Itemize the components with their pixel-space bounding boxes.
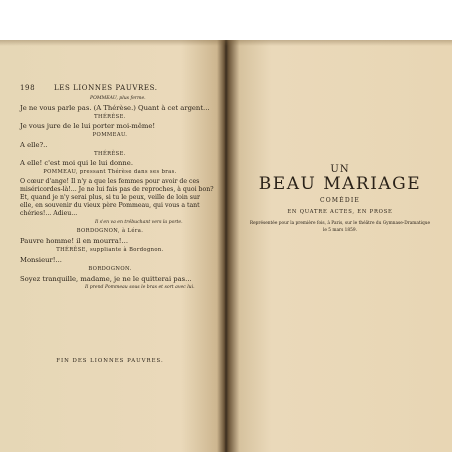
dialogue-line: Soyez tranquille, madame, je ne le quitterai pas... [20, 275, 192, 283]
dialogue-line: Je ne vous parle pas. (A Thérèse.) Quant à cet argent... [20, 104, 210, 112]
dialogue-line: chéries!... Adieu... [20, 210, 78, 217]
dialogue-line: Pauvre homme! il en mourra!... [20, 237, 128, 245]
speaker-name: THÉRÈSE. [94, 114, 126, 120]
page-number: 198 [20, 84, 36, 92]
speaker-name: BORDOGNON. [88, 266, 132, 272]
premiere-date: le 5 mars 1859. [323, 228, 357, 233]
running-head-title: LES LIONNES PAUVRES. [54, 84, 158, 92]
stage-direction: POMMEAU, plus ferme. [90, 96, 146, 101]
speaker-name: THÉRÈSE. [94, 151, 126, 157]
dialogue-line: miséricordes-là!... Je ne lui fais pas de reproches, à quoi bon? [20, 186, 214, 193]
dialogue-line: A elle?.. [20, 141, 48, 149]
dialogue-line: elle, en souvenir du vieux père Pommeau, qui vous a tant [20, 202, 200, 209]
genre-label: COMÉDIE [320, 197, 360, 204]
stage-direction: Il s'en va en trébuchant vers la porte. [95, 220, 183, 225]
play-title: BEAU MARIAGE [258, 174, 422, 194]
running-head [20, 84, 200, 96]
acts-subtitle: EN QUATRE ACTES, EN PROSE [287, 209, 393, 215]
speaker-name: POMMEAU. [92, 132, 128, 138]
speaker-name: POMMEAU, pressant Thérèse dans ses bras. [43, 169, 177, 175]
right-page [228, 40, 452, 452]
dialogue-line: O cœur d'ange! Il n'y a que les femmes pour avoir de ces [20, 178, 200, 185]
speaker-name: THÉRÈSE, suppliante à Bordognon. [56, 247, 164, 253]
stage-direction: Il prend Pommeau sous le bras et sort avec lui. [85, 285, 195, 290]
left-page [0, 40, 224, 452]
dialogue-line: Et, quand je n'y serai plus, si tu le peux, veille de loin sur [20, 194, 200, 201]
dialogue-line: A elle! c'est moi qui le lui donne. [20, 159, 133, 167]
end-of-play-line: FIN DES LIONNES PAUVRES. [56, 358, 164, 364]
speaker-name: BORDOGNON, à Léra. [76, 228, 144, 234]
title-article: UN [330, 164, 350, 175]
dialogue-line: Monsieur!... [20, 256, 62, 264]
dialogue-line: Je vous jure de le lui porter moi-même! [20, 122, 156, 130]
premiere-note: Représentée pour la première fois, à Paris, sur le théâtre du Gymnase-Dramatique [249, 221, 431, 226]
